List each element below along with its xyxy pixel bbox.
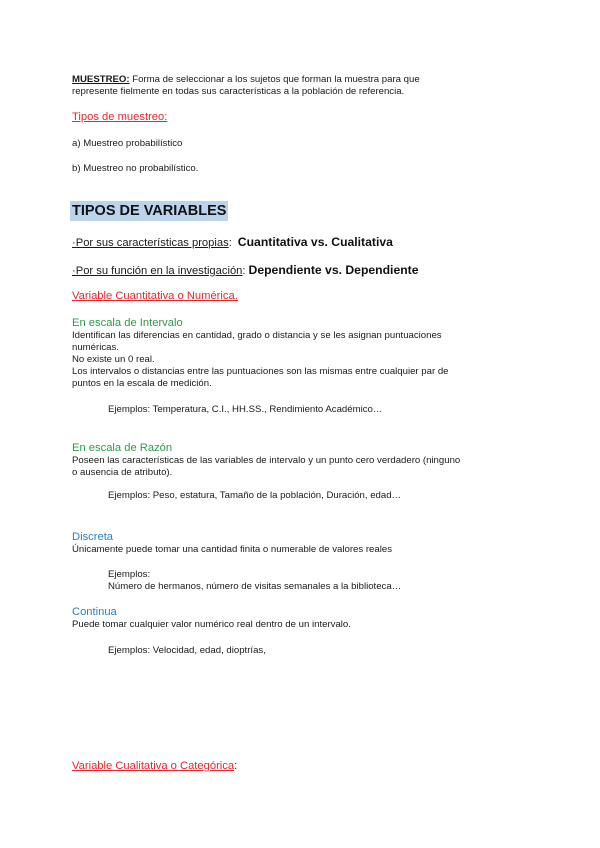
razon-example: Ejemplos: Peso, estatura, Tamaño de la población, Duración, edad… — [108, 490, 402, 501]
funcion-label: ·Por su función en la investigación — [72, 265, 243, 277]
intervalo-line-5: puntos en la escala de medición. — [72, 378, 212, 389]
tipos-variables-heading: TIPOS DE VARIABLES — [72, 203, 227, 219]
razon-line-2: o ausencia de atributo). — [72, 467, 173, 478]
intervalo-line-4: Los intervalos o distancias entre las puntuaciones son las mismas entre cualquier par de — [72, 366, 449, 377]
funcion-row — [72, 261, 419, 279]
continua-example: Ejemplos: Velocidad, edad, dioptrías, — [108, 645, 266, 656]
cualitativa-colon: : — [234, 760, 238, 772]
intervalo-line-1: Identifican las diferencias en cantidad, grado o distancia y se les asignan puntuaciones — [72, 330, 442, 341]
caracteristicas-row — [72, 233, 393, 251]
funcion-value: Dependiente vs. Dependiente — [248, 263, 419, 277]
caracteristicas-value: Cuantitativa vs. Cualitativa — [237, 235, 393, 249]
intervalo-example: Ejemplos: Temperatura, C.I., HH.SS., Rendimiento Académico… — [108, 404, 383, 415]
cualitativa-title: Variable Cualitativa o Categórica — [72, 760, 235, 772]
cualitativa-row — [72, 759, 237, 773]
discreta-line: Únicamente puede tomar una cantidad finita o numerable de valores reales — [72, 544, 392, 555]
muestreo-line1: Forma de seleccionar a los sujetos que forman la muestra para que — [129, 74, 420, 85]
razon-title: En escala de Razón — [72, 442, 173, 454]
muestreo-item-no-probabilistico: b) Muestreo no probabilístico. — [72, 163, 199, 174]
muestreo-line2: represente fielmente en todas sus características a la población de referencia. — [72, 86, 405, 97]
intervalo-title: En escala de Intervalo — [72, 317, 183, 329]
intervalo-line-3: No existe un 0 real. — [72, 354, 155, 365]
tipos-muestreo-title: Tipos de muestreo: — [72, 111, 168, 123]
caracteristicas-colon: : — [228, 237, 232, 249]
muestreo-item-probabilistico: a) Muestreo probabilístico — [72, 138, 183, 149]
funcion-colon: : — [242, 265, 246, 277]
discreta-example: Número de hermanos, número de visitas semanales a la biblioteca… — [108, 581, 402, 592]
cuantitativa-title: Variable Cuantitativa o Numérica. — [72, 290, 238, 302]
caracteristicas-label: ·Por sus características propias — [72, 237, 229, 249]
continua-line: Puede tomar cualquier valor numérico real dentro de un intervalo. — [72, 619, 351, 630]
razon-line-1: Poseen las características de las variables de intervalo y un punto cero verdadero (ninguno — [72, 455, 461, 466]
continua-title: Continua — [72, 606, 117, 618]
intervalo-line-2: numéricas. — [72, 342, 119, 353]
discreta-title: Discreta — [72, 531, 114, 543]
muestreo-definition — [72, 74, 420, 86]
muestreo-term: MUESTREO: — [72, 74, 130, 85]
discreta-example-label: Ejemplos: — [108, 569, 151, 580]
